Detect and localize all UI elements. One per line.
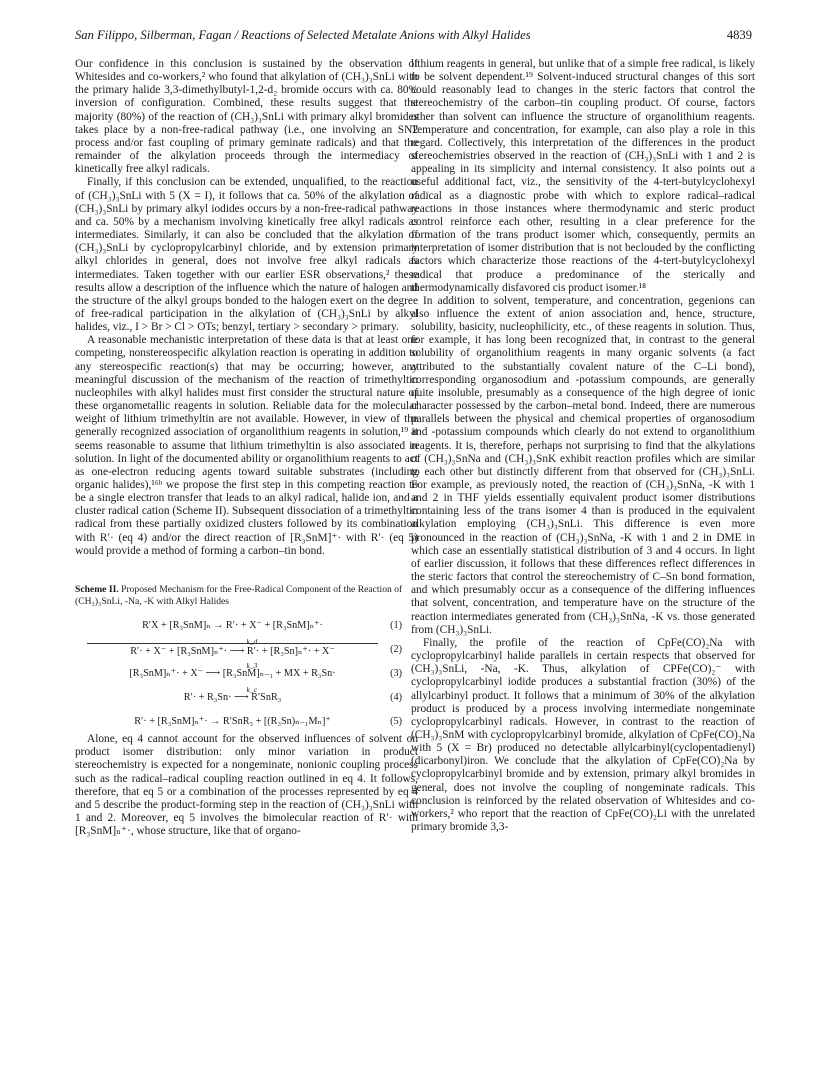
equation-4 xyxy=(75,685,418,709)
paragraph: Finally, the profile of the reaction of CpFe(CO)₂Na with cyclopropylcarbinyl halide parallels in certain respects that observed for (CH₃)₃SnLi, -Na, -K. Thus, alkylation of CPFe(CO)₂⁻ with cyclopropylcarbinyl iodide produces a substantial fraction (30%) of the allylcarbinyl product. It follows that a minimum of 30% of the alkylation product is produced by a process involving intermediate nongeminate cyclopropylcarbinyl radicals. However, in contrast to the reaction of (CH₃)₃SnM with cyclopropylcarbinyl bromide, alkylation of CpFe(CO)₂Na with 5 (X = Br) produced no detectable allylcarbinyl(cyclopentadienyl)(dicarbonyl)iron. We conclude that the alkylation of CpFe(CO)₂Na by cyclopropylcarbinyl bromide and by extension, primary alkyl bromides in general, does not involve the coupling of nongeminate radicals. This conclusion is reinforced by the related observation of Whitesides and co-workers,² who report that the reaction of CpFe(CO)₂Li with the unrelated primary bromide 3,3- xyxy=(411,636,755,834)
page-number: 4839 xyxy=(726,28,752,42)
paragraph: Finally, if this conclusion can be extended, unqualified, to the reaction of (CH₃)₃SnLi with 5 (X = I), it follows that ca. 50% of the alkylation of (CH₃)₃SnLi by primary alkyl iodides occurs by a non-free-radical pathway and ca. 50% by a mechanism involving kinetically free alkyl radicals as intermediates. Similarly, it can also be concluded that the alkylation of (CH₃)₃SnLi by cyclopropylcarbinyl chloride, and by extension primary alkyl chlorides in general, does not involve free alkyl radicals as intermediates. Taken together with our earlier ESR observations,² these results allow a description of the influence which the nature of halogen and the structure of the alkyl groups bonded to the halogen exert on the degree of free-radical participation in the alkylation of (CH₃)₃SnLi by alkyl halides, viz., I > Br > Cl > OTs; benzyl, tertiary > secondary > primary. xyxy=(75,176,418,334)
scheme-label: Scheme II. xyxy=(75,583,119,595)
equation-3 xyxy=(75,661,418,685)
equation-number: (3) xyxy=(390,668,402,680)
equation-number: (5) xyxy=(390,716,402,728)
equation-expression: R′· + [R₃SnM]ₙ⁺· → R′SnR₃ + [(R₃Sn)ₙ₋₁Mₙ]⁺ xyxy=(134,716,331,728)
rate-constant-label: k_3 xyxy=(246,661,258,671)
equation-expression: R′· + X⁻ + [R₃SnM]ₙ⁺· ⟶ R′· + [R₃Sn]ₙ⁺· + X⁻ xyxy=(87,643,378,658)
rate-constant-label: k_d xyxy=(246,637,258,647)
equation-2 xyxy=(75,637,418,661)
equation-number: (1) xyxy=(390,620,402,632)
scheme-ii xyxy=(75,584,418,733)
rate-constant-label: k_c xyxy=(246,685,257,695)
scheme-caption-text: Proposed Mechanism for the Free-Radical Component of the Reaction of (CH₃)₃SnLi, -Na, -K with Alkyl Halides xyxy=(75,583,403,607)
paragraph: Our confidence in this conclusion is sustained by the observation of Whitesides and co-workers,² who found that alkylation of (CH₃)₃SnLi with the primary halide 3,3-dimethylbutyl-1,2-d₂ bromide occurs with ca. 80% inversion of configuration. Combined, these results suggest that the majority (80%) of the reaction of (CH₃)₃SnLi with primary alkyl bromides takes place by a non-free-radical pathway (i.e., one involving an SN2 process and/or fast coupling of primary geminate radicals) and that the remainder of the alkylation proceeds through the intermediacy of kinetically free alkyl radicals. xyxy=(75,58,418,176)
equation-expression: R′· + R₃Sn· ⟶ R′SnR₃ xyxy=(183,692,282,704)
left-column xyxy=(75,58,418,838)
right-column xyxy=(411,58,755,834)
running-title: San Filippo, Silberman, Fagan / Reactions of Selected Metalate Anions with Alkyl Halides xyxy=(75,28,531,42)
paragraph: In addition to solvent, temperature, and concentration, gegenions can also influence the extent of anion association and, hence, structure, solubility, basicity, nucleophilicity, etc., of these reagents in solution. Thus, for example, it has long been recognized that, in contrast to the general solubility of organolithium reagents in many organic solvents (a fact attributed to the substantially covalent nature of the C–Li bond), corresponding organosodium and -potassium compounds, are generally quite insoluble, presumably as a consequence of the high degree of ionic character possessed by the carbon–metal bond. Indeed, there are numerous parallels between the physical and chemical properties of organosodium and -potassium compounds which clearly do not extend to organolithium reagents. It is, therefore, perhaps not surprising to find that the alkylations of (CH₃)₃SnNa and (CH₃)₃SnK exhibit reaction profiles which are similar to each other but distinctly different from that observed for (CH₃)₃SnLi. For example, as previously noted, the reaction of (CH₃)₃SnNa, -K with 1 and 2 in THF yields essentially equivalent product isomer distributions containing less of the trans isomer 4 than is produced in the equivalent alkylation employing (CH₃)₃SnLi. This difference is even more pronounced in the reaction of (CH₃)₃SnNa, -K with 1 and 2 in DME in which case an essentially statistical distribution of 3 and 4 occurs. In light of earlier discussion, it follows that these differences reflect differences in the steric factors that control the stereochemistry of C–Sn bond formation, and which presumably occur as a consequence of the differing influences that solvent, concentration, and temperature have on the structure of the reaction intermediates generated from (CH₃)₃SnNa, -K vs. those generated from (CH₃)₃SnLi. xyxy=(411,294,755,636)
paragraph: lithium reagents in general, but unlike that of a simple free radical, is likely to be solvent dependent.¹⁹ Solvent-induced structural changes of this sort could reasonably lead to changes in the steric factors that control the stereochemistry of the carbon–tin coupling product. Of course, factors other than solvent can influence the structure of organolithium reagents. Temperature and concentration, for example, can also play a role in this regard. Collectively, this interpretation of the differences in the product stereochemistries observed in the reaction of (CH₃)₃SnLi with 1 and 2 is appealing in its simplicity and internal consistency. It also points out a useful additional fact, viz., the sensitivity of the 4-tert-butylcyclohexyl radical as a diagnostic probe with which to explore radical–radical reactions in those instances where thermodynamic and steric product control reinforce each other, resulting in a clear preference for the formation of the trans product isomer which, consequently, permits an interpretation of isomer distribution that is not beclouded by the conflicting factors which characterize those reactions of the 4-tert-butylcyclohexyl radical that produce a predominance of the sterically and thermodynamically disfavored cis product isomer.¹⁸ xyxy=(411,58,755,294)
equation-5 xyxy=(75,709,418,733)
equation-number: (2) xyxy=(390,644,402,656)
equation-expression: [R₃SnM]ₙ⁺· + X⁻ ⟶ [R₃SnM]ₙ₋₁ + MX + R₃Sn· xyxy=(129,668,336,680)
page-header xyxy=(75,20,752,42)
equation-expression: R′X + [R₃SnM]ₙ → R′· + X⁻ + [R₃SnM]ₙ⁺· xyxy=(142,620,323,632)
paragraph: A reasonable mechanistic interpretation of these data is that at least one competing, nonstereospecific alkylation reaction is operating in addition to any stereospecific reaction(s) that may be occurring; however, any meaningful discussion of the mechanism of the reaction of trimethyltin nucleophiles with alkyl halides must first consider the structural nature of these organometallic reagents in solution. Reliable data for the molecular weight of lithium trimethyltin are not available. However, in view of the generally recognized association of organolithium reagents in solution,¹⁹ it seems reasonable to assume that lithium trimethyltin is also associated in solution. In light of the documented ability or organolithium reagents to act as one-electron reducing agents toward suitable substrates (including organic halides),¹⁶ᵇ we propose the first step in this competing reaction to be a single electron transfer that leads to an alkyl radical, halide ion, and a cluster radical cation (Scheme II). Subsequent dissociation of a trimethyltin radical from these partially oxidized clusters followed by its combination with R′· (eq 4) and/or the direct reaction of [R₃SnM]⁺· with R′· (eq 5) would provide a method of forming a carbon–tin bond. xyxy=(75,334,418,557)
equation-number: (4) xyxy=(390,692,402,704)
paragraph: Alone, eq 4 cannot account for the observed influences of solvent on product isomer distribution: only minor variation in product stereochemistry is expected for a nongeminate, nonionic coupling process such as the radical–radical coupling reaction outlined in eq 4. It follows, therefore, that eq 5 or a combination of the processes represented by eq 4 and 5 describe the product-forming step in the reaction of (CH₃)₃SnLi with 1 and 2. Moreover, eq 5 involves the bimolecular reaction of R′· with [R₃SnM]ₙ⁺·, whose structure, like that of organo- xyxy=(75,733,418,838)
equation-1 xyxy=(75,613,418,637)
scheme-caption xyxy=(75,584,418,607)
